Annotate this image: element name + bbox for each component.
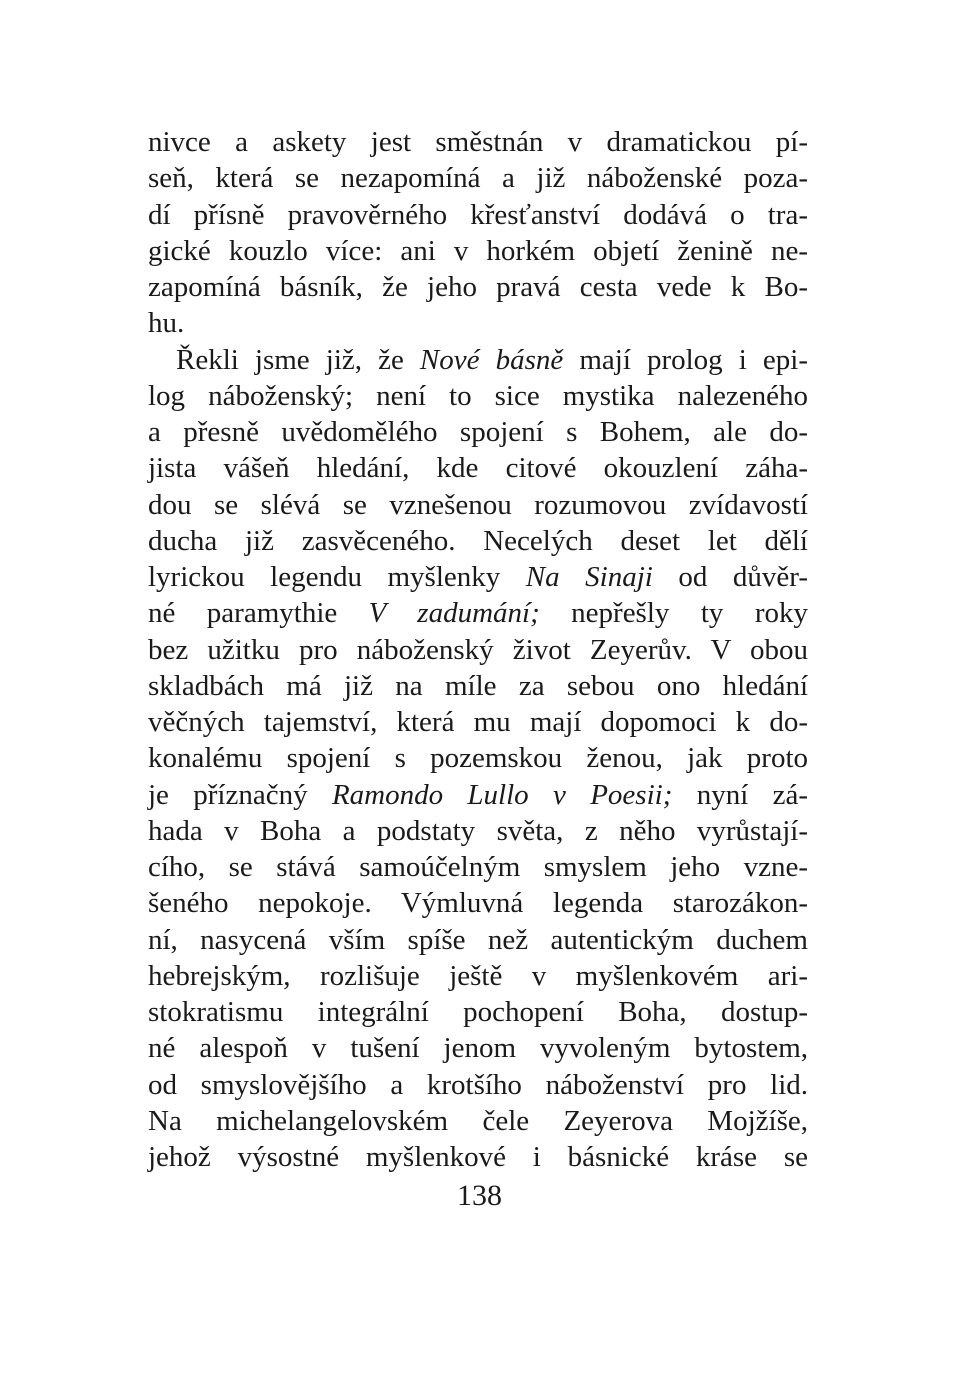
text-line: bez užitku pro náboženský život Zeyerův. V obou [148,633,808,666]
text-line: gické kouzlo více: ani v horkém objetí ženině ne- [148,234,808,267]
text-line: hu. [148,307,185,340]
text-line: šeného nepokoje. Výmluvná legenda starozákon- [148,887,808,920]
text-line: stokratismu integrální pochopení Boha, dostup- [148,996,808,1028]
paragraph-1 [148,124,808,342]
text-line: Řekli jsme již, že Nové básně mají prolog i epi- [176,343,808,376]
text-line: lyrickou legendu myšlenky Na Sinaji od důvěr- [148,561,809,593]
italic-title: Ramondo Lullo v Poesii; [331,778,673,811]
text-line: seň, která se nezapomíná a již náboženské poza- [148,162,808,195]
paragraph-2 [148,342,808,1176]
text-line: od smyslovějšího a krotšího náboženství pro lid. [148,1068,808,1101]
text-line: dou se slévá se vznešenou rozumovou zvídavostí [148,488,808,521]
text-line: né alespoň v tušení jenom vyvoleným bytostem, [148,1032,808,1065]
text-line: ducha již zasvěceného. Necelých deset let dělí [148,524,808,557]
text-line: jista vášeň hledání, kde citové okouzlení záha- [148,452,808,485]
text-line: ní, nasycená vším spíše než autentickým duchem [148,923,808,956]
text-line: hada v Boha a podstaty světa, z něho vyrůstají- [148,814,808,847]
page-text [148,124,808,1175]
text-line: jehož výsostné myšlenkové i básnické kráse se [148,1141,808,1173]
text-line: né paramythie V zadumání; nepřešly ty roky [148,597,808,630]
text-line: Na michelangelovském čele Zeyerova Mojžíše, [148,1104,808,1137]
text-line: věčných tajemství, která mu mají dopomoci k do- [148,706,808,738]
text-line: log náboženský; není to sice mystika nalezeného [148,379,808,412]
text-line: nivce a askety jest směstnán v dramatickou pí- [148,126,808,158]
italic-title: Na Sinaji [525,561,653,593]
text-line: a přesně uvědomělého spojení s Bohem, ale do- [148,416,808,448]
text-line: hebrejským, rozlišuje ještě v myšlenkovém ari- [148,959,808,992]
text-line: konalému spojení s pozemskou ženou, jak proto [148,742,808,775]
text-line: cího, se stává samoúčelným smyslem jeho vzne- [148,851,808,883]
italic-title: V zadumání; [368,597,540,630]
text-line: zapomíná básník, že jeho pravá cesta vede k Bo- [148,271,808,303]
text-line: skladbách má již na míle za sebou ono hledání [148,669,808,702]
italic-title: Nové básně [419,343,564,376]
text-line: dí přísně pravověrného křesťanství dodává o tra- [148,198,808,231]
page-number: 138 [457,1179,502,1212]
text-line: je příznačný Ramondo Lullo v Poesii; nyní zá- [148,778,808,811]
